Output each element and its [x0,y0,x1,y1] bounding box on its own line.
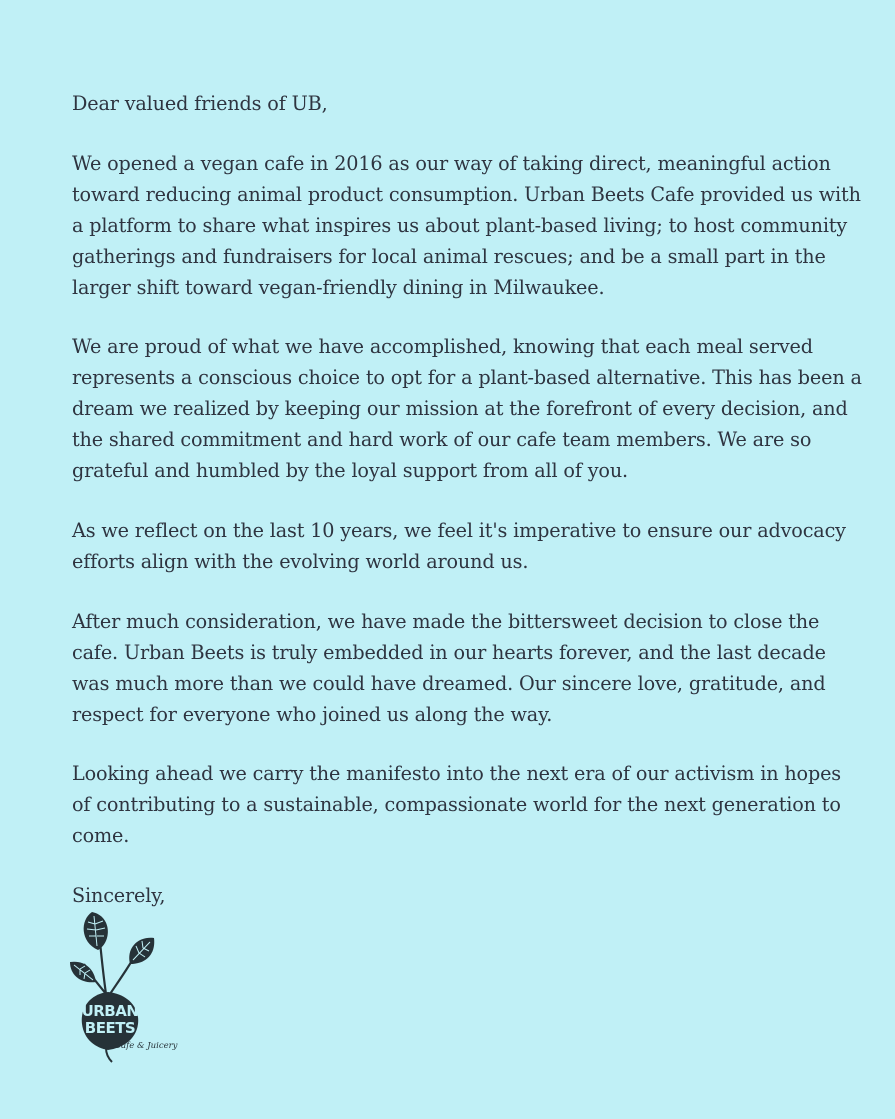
paragraph-opening: We opened a vegan cafe in 2016 as our way of taking direct, meaningful action toward reducing animal product consumption. Urban Beets Cafe provided us with a platform to share what inspires us about plant-based living; to host community gatherings and fundraisers for local animal rescues; and be a small part in the larger shift toward vegan-friendly dining in Milwaukee. [72,151,861,299]
beet-logo-icon [66,902,178,1064]
logo-text-urban: URBAN [81,1002,139,1020]
paragraph-accomplishments: We are proud of what we have accomplished, knowing that each meal served represents a conscious choice to opt for a plant-based alternative. This has been a dream we realized by keeping our mission at the forefront of every decision, and the shared commitment and hard work of our cafe team members. We are so grateful and humbled by the loyal support from all of you. [72,335,862,483]
salutation: Dear valued friends of UB, [72,92,328,115]
paragraph-closing-decision: After much consideration, we have made the bittersweet decision to close the cafe. Urban Beets is truly embedded in our hearts forever, and the last decade was much more than we could have dreamed. Our sincere love, gratitude, and respect for everyone who joined us along the way. [72,609,826,726]
paragraph-looking-ahead: Looking ahead we carry the manifesto into the next era of our activism in hopes of contributing to a sustainable, compassionate world for the next generation to come. [72,762,841,848]
urban-beets-logo [66,902,178,1064]
letter-body [72,88,862,911]
logo-text-beets: BEETS [84,1019,136,1037]
logo-tagline: Cafe & Juicery [114,1041,178,1051]
closing-signoff: Sincerely, [72,883,166,907]
paragraph-reflection: As we reflect on the last 10 years, we feel it's imperative to ensure our advocacy efforts align with the evolving world around us. [72,518,846,573]
